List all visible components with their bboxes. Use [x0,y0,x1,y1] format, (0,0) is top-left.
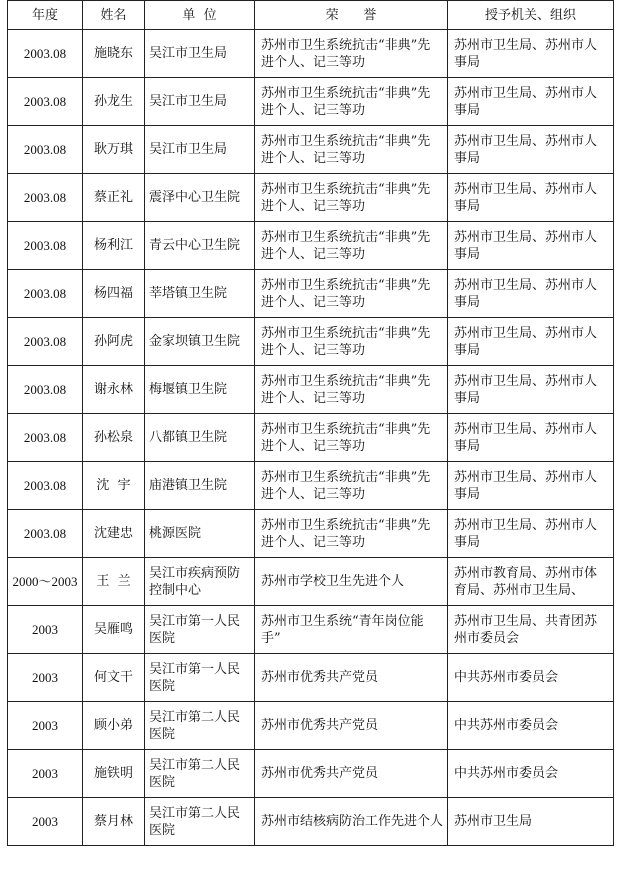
org-text: 苏州市卫生局 [454,814,533,829]
cell-name: 孙龙生 [83,78,145,126]
cell-year: 2003 [8,750,83,798]
cell-year: 2003.08 [8,414,83,462]
cell-unit [145,366,255,414]
org-text: 中共苏州市委员会 [454,718,559,733]
table-row [8,702,614,750]
org-text: 苏州市教育局、苏州市体育局、苏州市卫生局、 [454,565,598,598]
org-text: 中共苏州市委员会 [454,670,559,685]
unit-text: 震泽中心卫生院 [149,190,241,205]
cell-org [448,126,614,174]
unit-text: 吴江市卫生局 [149,46,228,61]
cell-honor [255,78,448,126]
honor-text: 苏州市优秀共产党员 [261,670,379,685]
header-honor: 荣 誉 [255,1,448,30]
unit-text: 莘塔镇卫生院 [149,286,228,301]
cell-year: 2003.08 [8,510,83,558]
cell-year: 2003.08 [8,318,83,366]
cell-name: 孙阿虎 [83,318,145,366]
honor-text: 苏州市卫生系统“青年岗位能手” [261,613,424,646]
honor-text: 苏州市卫生系统抗击“非典”先进个人、记三等功 [261,373,431,406]
honor-text: 苏州市卫生系统抗击“非典”先进个人、记三等功 [261,37,431,70]
cell-unit [145,30,255,78]
cell-org [448,318,614,366]
cell-org [448,654,614,702]
cell-name: 何文干 [83,654,145,702]
cell-year: 2003.08 [8,30,83,78]
cell-year: 2003.08 [8,462,83,510]
table-row [8,558,614,606]
unit-text: 桃源医院 [149,526,202,541]
org-text: 苏州市卫生局、苏州市人事局 [454,517,598,550]
honor-text: 苏州市卫生系统抗击“非典”先进个人、记三等功 [261,277,431,310]
cell-unit [145,126,255,174]
cell-name: 杨利江 [83,222,145,270]
cell-honor [255,798,448,846]
unit-text: 吴江市第二人民医院 [149,805,241,838]
org-text: 苏州市卫生局、苏州市人事局 [454,37,598,70]
honor-text: 苏州市卫生系统抗击“非典”先进个人、记三等功 [261,133,431,166]
header-unit: 单 位 [145,1,255,30]
cell-honor [255,318,448,366]
header-name: 姓名 [83,1,145,30]
cell-year: 2003 [8,654,83,702]
org-text: 苏州市卫生局、苏州市人事局 [454,421,598,454]
cell-unit [145,414,255,462]
table-row [8,366,614,414]
table-row [8,510,614,558]
unit-text: 梅堰镇卫生院 [149,382,228,397]
honor-text: 苏州市卫生系统抗击“非典”先进个人、记三等功 [261,229,431,262]
cell-year: 2000～2003 [8,558,83,606]
cell-org [448,606,614,654]
honor-text: 苏州市卫生系统抗击“非典”先进个人、记三等功 [261,85,431,118]
cell-org [448,462,614,510]
honor-text: 苏州市卫生系统抗击“非典”先进个人、记三等功 [261,181,431,214]
honor-text: 苏州市卫生系统抗击“非典”先进个人、记三等功 [261,421,431,454]
cell-name: 杨四福 [83,270,145,318]
cell-unit [145,654,255,702]
honor-text: 苏州市结核病防治工作先进个人 [261,814,444,829]
cell-org [448,750,614,798]
cell-honor [255,414,448,462]
cell-year: 2003.08 [8,366,83,414]
header-org: 授予机关、组织 [448,1,614,30]
table-row [8,222,614,270]
table-row [8,318,614,366]
table-row [8,126,614,174]
header-year: 年度 [8,1,83,30]
cell-name: 顾小弟 [83,702,145,750]
cell-year: 2003.08 [8,78,83,126]
org-text: 苏州市卫生局、共青团苏州市委员会 [454,613,598,646]
org-text: 苏州市卫生局、苏州市人事局 [454,277,598,310]
cell-year: 2003 [8,702,83,750]
cell-unit [145,750,255,798]
table-row [8,606,614,654]
cell-year: 2003.08 [8,126,83,174]
cell-unit [145,702,255,750]
cell-name: 沈建忠 [83,510,145,558]
table-header-row [8,1,614,30]
table-row [8,462,614,510]
cell-year: 2003.08 [8,270,83,318]
org-text: 苏州市卫生局、苏州市人事局 [454,85,598,118]
cell-unit [145,174,255,222]
table-row [8,270,614,318]
unit-text: 吴江市第一人民医院 [149,613,241,646]
table-row [8,750,614,798]
cell-unit [145,798,255,846]
cell-year: 2003 [8,606,83,654]
honor-text: 苏州市学校卫生先进个人 [261,574,405,589]
cell-unit [145,558,255,606]
cell-org [448,270,614,318]
cell-unit [145,222,255,270]
unit-text: 金家坝镇卫生院 [149,334,241,349]
cell-honor [255,654,448,702]
table-row [8,414,614,462]
cell-honor [255,174,448,222]
honor-text: 苏州市卫生系统抗击“非典”先进个人、记三等功 [261,325,431,358]
org-text: 苏州市卫生局、苏州市人事局 [454,181,598,214]
cell-org [448,78,614,126]
org-text: 苏州市卫生局、苏州市人事局 [454,325,598,358]
document-page [7,0,613,869]
table-row [8,30,614,78]
cell-unit [145,510,255,558]
cell-name: 谢永林 [83,366,145,414]
cell-year: 2003 [8,798,83,846]
cell-honor [255,30,448,78]
cell-name: 吴雁鸣 [83,606,145,654]
unit-text: 吴江市卫生局 [149,94,228,109]
org-text: 苏州市卫生局、苏州市人事局 [454,133,598,166]
cell-honor [255,366,448,414]
cell-org [448,174,614,222]
honor-text: 苏州市卫生系统抗击“非典”先进个人、记三等功 [261,517,431,550]
cell-org [448,414,614,462]
unit-text: 青云中心卫生院 [149,238,241,253]
org-text: 苏州市卫生局、苏州市人事局 [454,469,598,502]
cell-honor [255,750,448,798]
cell-honor [255,270,448,318]
cell-org [448,366,614,414]
unit-text: 吴江市第二人民医院 [149,757,241,790]
table-row [8,174,614,222]
honor-text: 苏州市卫生系统抗击“非典”先进个人、记三等功 [261,469,431,502]
cell-name: 蔡正礼 [83,174,145,222]
unit-text: 八都镇卫生院 [149,430,228,445]
cell-unit [145,270,255,318]
org-text: 苏州市卫生局、苏州市人事局 [454,373,598,406]
table-row [8,654,614,702]
honors-table [7,0,614,846]
org-text: 中共苏州市委员会 [454,766,559,781]
honor-text: 苏州市优秀共产党员 [261,766,379,781]
cell-honor [255,606,448,654]
unit-text: 吴江市卫生局 [149,142,228,157]
cell-org [448,558,614,606]
org-text: 苏州市卫生局、苏州市人事局 [454,229,598,262]
unit-text: 吴江市第二人民医院 [149,709,241,742]
honor-text: 苏州市优秀共产党员 [261,718,379,733]
unit-text: 吴江市疾病预防控制中心 [149,565,241,598]
cell-org [448,30,614,78]
cell-honor [255,126,448,174]
cell-honor [255,510,448,558]
cell-org [448,798,614,846]
table-row [8,78,614,126]
cell-year: 2003.08 [8,222,83,270]
cell-year: 2003.08 [8,174,83,222]
cell-honor [255,558,448,606]
cell-honor [255,462,448,510]
cell-unit [145,78,255,126]
unit-text: 吴江市第一人民医院 [149,661,241,694]
cell-name: 耿万琪 [83,126,145,174]
cell-unit [145,606,255,654]
unit-text: 庙港镇卫生院 [149,478,228,493]
cell-org [448,222,614,270]
cell-name: 蔡月林 [83,798,145,846]
cell-unit [145,462,255,510]
cell-org [448,702,614,750]
cell-honor [255,222,448,270]
cell-name: 王 兰 [83,558,145,606]
cell-name: 沈 宇 [83,462,145,510]
cell-unit [145,318,255,366]
table-row [8,798,614,846]
cell-org [448,510,614,558]
cell-honor [255,702,448,750]
cell-name: 施铁明 [83,750,145,798]
cell-name: 孙松泉 [83,414,145,462]
cell-name: 施晓东 [83,30,145,78]
